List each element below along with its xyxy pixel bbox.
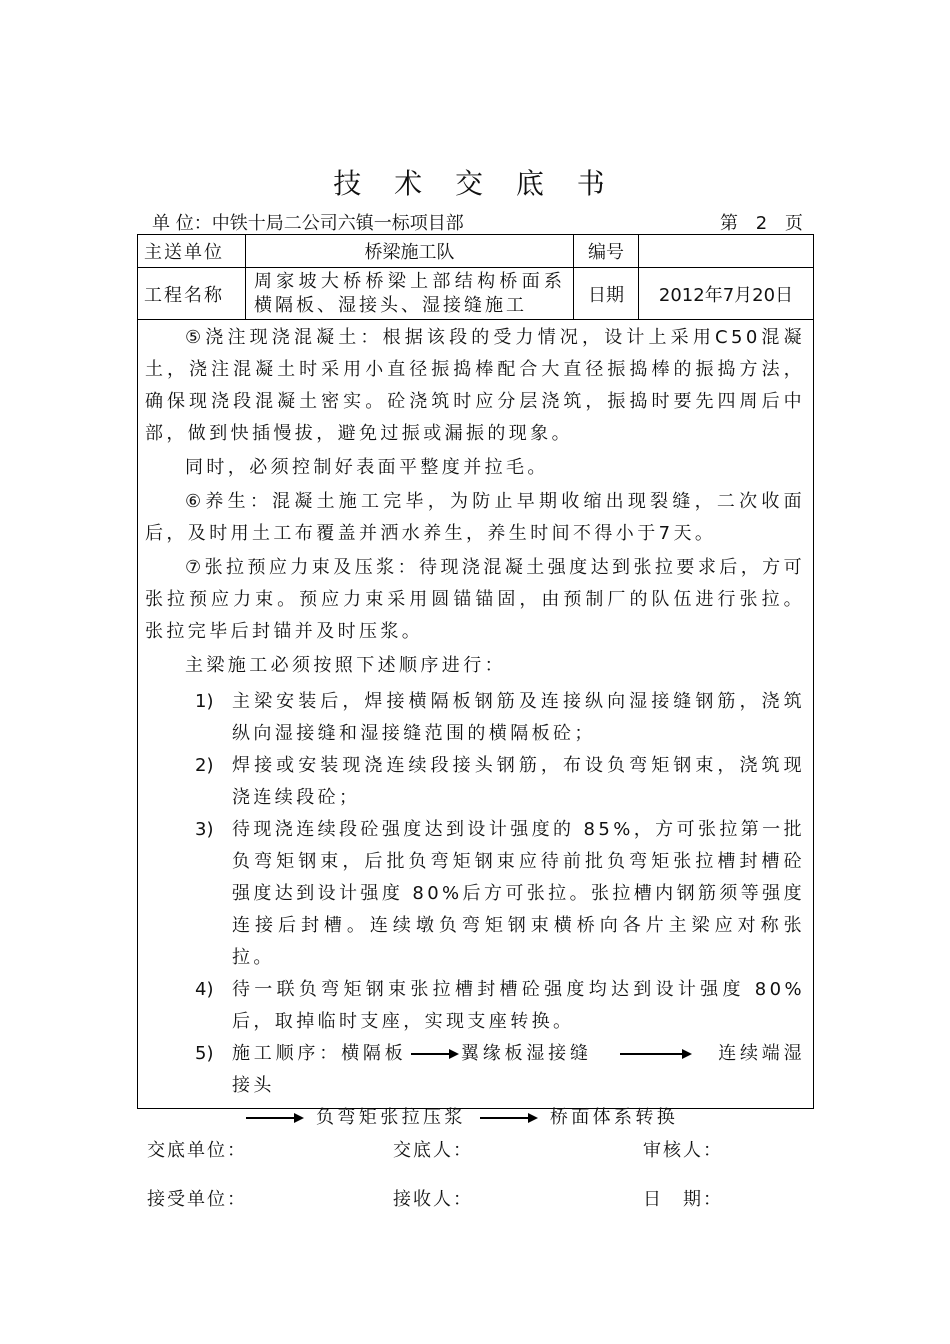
step-text: 主梁安装后，焊接横隔板钢筋及连接纵向湿接缝钢筋，浇筑纵向湿接缝和湿接缝范围的横隔板砼； bbox=[232, 691, 805, 744]
sequence-prefix: 施工顺序： bbox=[232, 1043, 342, 1064]
step-text: 待一联负弯矩钢束张拉槽封槽砼强度均达到设计强度 80%后，取掉临时支座，实现支座转换。 bbox=[232, 979, 805, 1032]
handover-unit-label: 交底单位： bbox=[147, 1140, 247, 1161]
sequence-step: 横隔板 bbox=[341, 1043, 407, 1064]
step-number: 2) bbox=[195, 755, 214, 776]
paragraph-pour-concrete: ⑤浇注现浇混凝土：根据该段的受力情况，设计上采用C50混凝土，浇注混凝土时采用小直径振捣棒配合大直径振捣棒的振捣方法，确保现浇段混凝土密实。砼浇筑时应分层浇筑，振捣时要先四周后中部，做到快插慢拔，避免过振或漏振的现象。 bbox=[145, 327, 805, 444]
arrow-right-icon bbox=[411, 1053, 457, 1055]
step-number: 3) bbox=[195, 819, 214, 840]
arrow-right-icon bbox=[620, 1053, 690, 1055]
number-label: 编号 bbox=[574, 235, 639, 268]
steps-list bbox=[145, 686, 805, 1134]
paragraph-tensioning: ⑦张拉预应力束及压浆：待现浇混凝土强度达到张拉要求后，方可张拉预应力束。预应力束采用圆锚锚固，由预制厂的队伍进行张拉。张拉完毕后封锚并及时压浆。 bbox=[145, 557, 805, 642]
sequence-step: 翼缘板湿接缝 bbox=[460, 1043, 592, 1064]
sequence-step: 桥面体系转换 bbox=[549, 1107, 679, 1128]
reviewer-label: 审核人： bbox=[643, 1140, 723, 1161]
sequence-step: 连续端湿接头 bbox=[232, 1043, 806, 1096]
list-item bbox=[145, 686, 805, 750]
list-item bbox=[145, 750, 805, 814]
content-body bbox=[145, 322, 805, 1134]
paragraph-curing: ⑥养生：混凝土施工完毕，为防止早期收缩出现裂缝，二次收面后，及时用土工布覆盖并洒水养生，养生时间不得小于7天。 bbox=[145, 491, 805, 544]
step-number: 5) bbox=[195, 1043, 214, 1064]
sequence-step: 负弯矩张拉压浆 bbox=[316, 1107, 466, 1128]
list-item bbox=[145, 814, 805, 974]
receiver-label: 接收人： bbox=[393, 1189, 473, 1210]
handover-person-label: 交底人： bbox=[393, 1140, 473, 1161]
project-value: 周家坡大桥桥梁上部结构桥面系横隔板、湿接头、湿接缝施工 bbox=[246, 268, 574, 320]
send-unit-label: 主送单位 bbox=[138, 235, 246, 268]
send-unit-value: 桥梁施工队 bbox=[246, 235, 574, 268]
receive-unit-label: 接受单位： bbox=[147, 1189, 247, 1210]
step-number: 4) bbox=[195, 979, 214, 1000]
project-label: 工程名称 bbox=[138, 268, 246, 320]
document-title: 技 术 交 底 书 bbox=[333, 167, 617, 200]
arrow-right-icon bbox=[246, 1117, 302, 1119]
number-value bbox=[639, 235, 814, 268]
unit-line: 单 位：中铁十局二公司六镇一标项目部 bbox=[152, 213, 464, 234]
paragraph-sequence-intro: 主梁施工必须按照下述顺序进行： bbox=[185, 655, 506, 676]
paragraph-surface: 同时，必须控制好表面平整度并拉毛。 bbox=[185, 457, 549, 478]
date-value: 2012年7月20日 bbox=[639, 268, 814, 320]
step-number: 1) bbox=[195, 691, 214, 712]
step-text: 待现浇连续段砼强度达到设计强度的 85%，方可张拉第一批负弯矩钢束，后批负弯矩钢束应待前批负弯矩张拉槽封槽砼强度达到设计强度 80%后方可张拉。张拉槽内钢筋须等强度连接后封槽。连续墩负弯矩钢束横桥向各片主梁应对称张拉。 bbox=[232, 819, 805, 968]
step-text: 焊接或安装现浇连续段接头钢筋，布设负弯矩钢束，浇筑现浇连续段砼； bbox=[232, 755, 805, 808]
list-item-sequence bbox=[145, 1038, 805, 1134]
header-table bbox=[137, 234, 814, 320]
sign-date-label: 日 期： bbox=[643, 1189, 723, 1210]
arrow-right-icon bbox=[480, 1117, 536, 1119]
list-item bbox=[145, 974, 805, 1038]
page-number: 第 2 页 bbox=[720, 213, 809, 234]
date-label: 日期 bbox=[574, 268, 639, 320]
